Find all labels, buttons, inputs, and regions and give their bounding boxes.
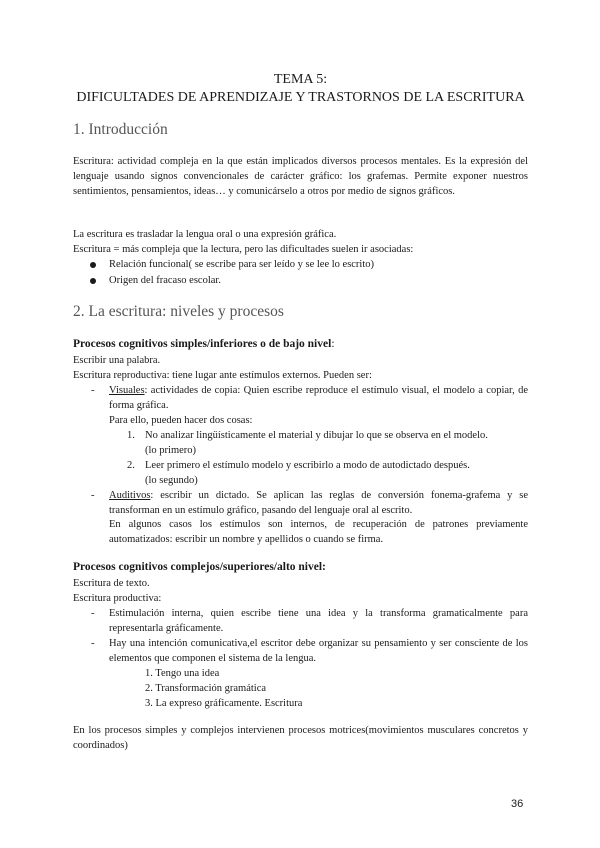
complex-line-1: Escritura de texto. [73, 578, 150, 589]
subheading-complex: Procesos cognitivos complejos/superiores/alto nivel: [73, 561, 326, 573]
numbered-item: Leer primero el estímulo modelo y escribirlo a modo de autodictado después. [145, 460, 470, 471]
section-heading-niveles: 2. La escritura: niveles y procesos [73, 303, 284, 320]
bullet-item: Relación funcional( se escribe para ser leído y se lee lo escrito) [109, 259, 375, 270]
bullet-item: Origen del fracaso escolar. [109, 275, 221, 286]
page-number: 36 [511, 798, 524, 810]
numbered-item: No analizar lingüísticamente el material y dibujar lo que se observa en el modelo. [145, 430, 488, 441]
dash-marker: - [91, 385, 95, 396]
intro-paragraph: Escritura: actividad compleja en la que están implicados diversos procesos mentales. Es la expresión del lenguaje usando signos convencionales de carácter gráfico: los grafemas. Permite exponer nuestros sentimientos, pensamientos, ideas… y comunicárselo a otros por medio de signos gráficos. [73, 156, 528, 197]
dash-marker: - [91, 638, 95, 649]
auditivos-item: Auditivos: escribir un dictado. Se aplican las reglas de conversión fonema-grafema y se transforman en un estímulo gráfico, pasando del lenguaje oral al escrito. [109, 490, 528, 516]
closing-paragraph: En los procesos simples y complejos intervienen procesos motrices(movimientos musculares concretos y coordinados) [73, 725, 528, 751]
visuales-subtext: Para ello, pueden hacer dos cosas: [109, 415, 253, 426]
step-item: 1. Tengo una idea [145, 668, 220, 679]
complex-dash-item: Estimulación interna, quien escribe tiene una idea y la transforma gramaticalmente para representarla gráficamente. [109, 608, 528, 634]
section-heading-introduccion: 1. Introducción [73, 121, 168, 138]
bullet-icon [90, 262, 96, 268]
step-item: 2. Transformación gramática [145, 683, 267, 694]
numbered-note: (lo segundo) [145, 475, 198, 486]
visuales-item: Visuales: actividades de copia: Quien escribe reproduce el estímulo visual, el modelo a copiar, de forma gráfica. [109, 385, 528, 411]
dash-marker: - [91, 608, 95, 619]
numbered-marker: 1. [127, 430, 135, 441]
dash-marker: - [91, 490, 95, 501]
intro-paragraph-2: La escritura es trasladar la lengua oral o una expresión gráfica. [73, 229, 337, 240]
bullet-icon [90, 278, 96, 284]
document-title: DIFICULTADES DE APRENDIZAJE Y TRASTORNOS DE LA ESCRITURA [76, 90, 525, 105]
numbered-note: (lo primero) [145, 445, 197, 456]
tema-label: TEMA 5: [273, 72, 328, 87]
numbered-marker: 2. [127, 460, 135, 471]
step-item: 3. La expreso gráficamente. Escritura [145, 698, 303, 709]
intro-paragraph-3: Escritura = más compleja que la lectura, pero las dificultades suelen ir asociadas: [73, 244, 414, 255]
subheading-simple: Procesos cognitivos simples/inferiores o de bajo nivel: [73, 338, 335, 350]
auditivos-subtext: En algunos casos los estímulos son internos, de recuperación de patrones previamente automatizados: escribir un nombre y apellidos o cuando se firma. [109, 519, 528, 545]
complex-dash-item: Hay una intención comunicativa,el escritor debe organizar su pensamiento y ser consciente de los elementos que componen el sistema de la lengua. [109, 638, 528, 664]
simple-line-1: Escribir una palabra. [73, 355, 161, 366]
complex-line-2: Escritura productiva: [73, 593, 162, 604]
simple-line-2: Escritura reproductiva: tiene lugar ante estímulos externos. Pueden ser: [73, 370, 372, 381]
